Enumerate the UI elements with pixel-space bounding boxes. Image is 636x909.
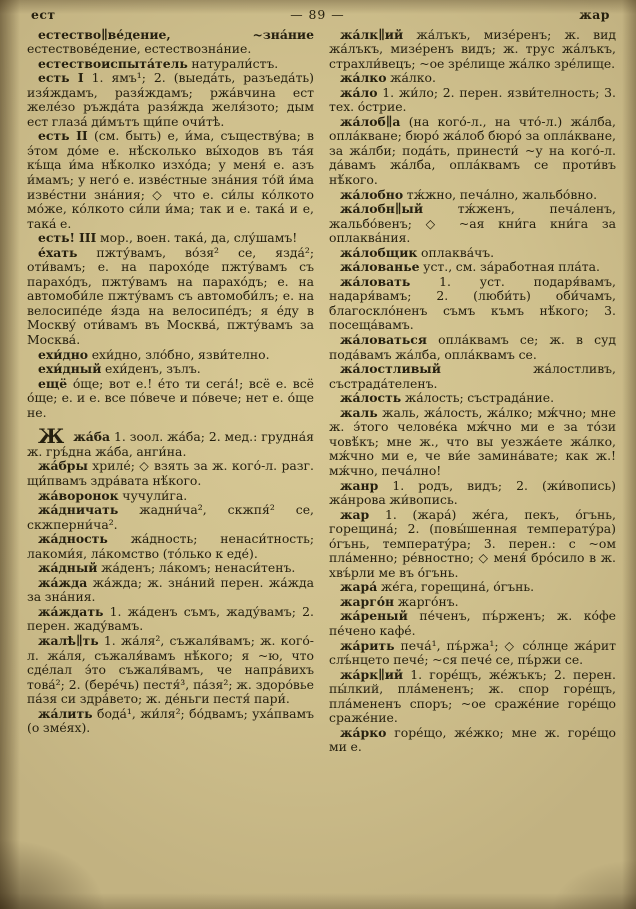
entry-body: 1. родъ, видъ; 2. (жи́вопись) жа́нрова жи́вопись. [329, 477, 616, 508]
headword: жа́лобн∥ый [340, 201, 424, 217]
headword: жа́ждать [38, 603, 104, 619]
entry-body: жа́денъ; ла́комъ; ненаси́тенъ. [97, 560, 296, 576]
headword: естество∥ве́дение, ~зна́ние [38, 26, 314, 42]
dictionary-entry [27, 634, 314, 707]
entry-body: мор., воен. така́, да, слу́шамъ! [96, 230, 298, 246]
headword: жа́жда [38, 574, 88, 590]
dictionary-entry [329, 71, 616, 86]
entry-body: 1. горе́щъ, же́жъкъ; 2. перен. пы́лкий, пла́мененъ; ж. спор горе́щъ, пла́мененъ споръ; ~ое сраже́ние горе́що сраже́ние. [329, 666, 616, 726]
entry-body: печа́¹, пъ́ржа¹; ◇ со́лнце жа́рит слъ́нцето пече́; ~ся пече́ се, пъ́ржи се. [329, 637, 616, 668]
dictionary-entry [329, 639, 616, 668]
headword: ехи́дно [38, 346, 89, 362]
entry-body: 1. зоол. жа́ба; 2. мед.: грудна́я ж. гръ́дна жа́ба, анги́на. [27, 429, 314, 459]
entry-body: 1. (жара́) же́га, пекъ, о́гънь, горещина́; 2. (повы́шенная температу́ра) о́гънь, температу́ра; 3. перен.: с ~ом пла́менно; ре́вностно; ◇ меня́ бро́сило в ж. хвъ́рли ме въ о́гънь. [329, 506, 616, 580]
dictionary-entry [329, 362, 616, 391]
entry-body: 1. уст. подаря́вамъ, надаря́вамъ; 2. (люби́ть) оби́чамъ, благоскло́ненъ съмъ къмъ нѣ́кого; 3. посеща́вамъ. [329, 273, 616, 333]
entry-body: жа́дность; ненаси́тность; лакоми́я, ла́комство (то́лько к еде́). [27, 531, 314, 561]
headword: жа́ба [73, 429, 111, 445]
dictionary-entry [27, 532, 314, 561]
headword: жарго́н [340, 593, 395, 609]
headword: жара́ [340, 579, 378, 595]
headword: есть I [38, 70, 84, 86]
headword: жаль [340, 404, 378, 420]
entry-body: (на кого́-л., на что́-л.) жа́лба, опла́кване; бюро́ жа́лоб бюро́ за опла́кване, за жа́лби; пода́ть, принести́ ~у на кого́-л. да́вамъ жа́лба, опла́квамъ се проти́въ нѣ́кого. [329, 113, 616, 188]
entry-body: тж́женъ, печа́ленъ, жальбо́венъ; ◇ ~ая кни́га кни́га за оплаква́ния. [329, 201, 616, 246]
headword: жа́лобно [340, 186, 404, 202]
entry-body: 1. жа́денъ съмъ, жаду́вамъ; 2. перен. жаду́вамъ. [27, 603, 314, 634]
section-letter: Ж [38, 424, 72, 449]
dictionary-entry [329, 333, 616, 362]
headword: есть II [38, 128, 88, 144]
dictionary-entry [329, 246, 616, 261]
headword: жа́лость [340, 390, 402, 406]
entry-body: оплаква́чъ. [417, 244, 495, 260]
dictionary-entry [27, 362, 314, 377]
headword: жа́дничать [38, 502, 119, 518]
headword: ещё [38, 375, 68, 391]
entry-body: горе́що, же́жко; мне ж. горе́що ми е. [329, 724, 616, 755]
entry-body: пжту́вамъ, во́зя² се, язда́²; оти́вамъ; е. на парохо́де пжту́вамъ съ парахо́дъ, пжту́вамъ на парахо́дъ; е. на автомоби́ле пжту́вамъ съ автомоби́лъ; е. на велосипе́де я́зда на велосипе́дъ; я е́ду в Москву́ оти́вамъ въ Москва́, пжту́вамъ за Москва́. [27, 244, 314, 348]
column-right [329, 28, 616, 755]
headword: жа́ловать [340, 273, 411, 289]
entry-body: уст., см. за́работная пла́та. [419, 259, 600, 275]
dictionary-entry [329, 595, 616, 610]
entry-body: опла́квамъ се; ж. в суд пода́вамъ жа́лба, опла́квамъ се. [329, 332, 616, 362]
dictionary-entry [329, 668, 616, 726]
headword: е́хать [38, 244, 78, 260]
dictionary-entry [27, 605, 314, 634]
page-header [27, 8, 616, 28]
entry-body: ехи́дно, зло́бно, язви́телно. [88, 346, 270, 362]
entry-body: жа́жда; ж. зна́ний перен. жа́жда за зна́ния. [27, 574, 314, 605]
dictionary-entry [329, 609, 616, 638]
dictionary-entry [329, 479, 616, 508]
entry-body: жа́лко. [386, 70, 436, 86]
dictionary-entry [27, 576, 314, 605]
headword: жа́рко [340, 724, 387, 740]
headword: жа́лко [340, 70, 387, 86]
entry-body: естествове́дение, естествозна́ние. [27, 41, 252, 57]
entry-body: жа́лъкъ, мизе́ренъ; ж. вид жа́лъкъ, мизе́ренъ видъ; ж. трус жа́лъкъ, страхли́вецъ; ~ое зре́лище жа́лко зре́лище. [329, 26, 616, 71]
page-number: — 89 — [290, 7, 345, 22]
dictionary-entry [27, 503, 314, 532]
dictionary-entry [329, 202, 616, 246]
headword: жа́воронок [38, 487, 119, 503]
entry-body: жа́лостливъ, състрада́теленъ. [329, 361, 616, 391]
dictionary-entry [329, 86, 616, 115]
headword: есть! III [38, 230, 97, 246]
dictionary-entry [329, 580, 616, 595]
headword: естествоиспыта́тель [38, 55, 188, 71]
headword: жа́дность [38, 531, 108, 547]
headword: жа́лованье [340, 259, 420, 275]
dictionary-entry [27, 459, 314, 488]
dictionary-entry [27, 377, 314, 421]
entry-body: жарго́нъ. [394, 593, 459, 609]
entry-body: 1. жа́ля², съжаля́вамъ; ж. кого́-л. жа́ля, съжаля́вамъ нѣ́кого; я ~ю, что сде́лал э́то съжаля́вамъ, че напра́вихъ това́²; 2. (бере́чь) пестя́³, па́зя²; ж. здоро́вье па́зя си здра́вето; ж. де́ньги пестя́ пари́. [27, 632, 314, 707]
entry-body: хриле́; ◇ взять за ж. кого́-л. разг. щи́пвамъ здра́вата нѣ́кого. [27, 458, 314, 488]
dictionary-entry [27, 129, 314, 231]
headword: жа́ловаться [340, 332, 427, 348]
dictionary-entry [27, 424, 314, 459]
entry-body: чучули́га. [118, 487, 188, 503]
dictionary-entry [27, 561, 314, 576]
header-keyword-left: ест [31, 7, 56, 22]
headword: жалѣ∥ть [38, 632, 99, 648]
dictionary-entry [27, 246, 314, 348]
dictionary-entry [329, 188, 616, 203]
dictionary-entry [329, 726, 616, 755]
dictionary-entry [27, 231, 314, 246]
dictionary-entry [27, 489, 314, 504]
entry-body: жадни́ча², скжпя́² се, скжперни́ча². [27, 502, 314, 532]
headword: жа́рить [340, 637, 395, 653]
entry-body: (см. быть) е, и́ма, съществу́ва; в э́том до́ме е. нѣ́сколько вы́ходов въ та́я къ́ща и́ма нѣ́колко изхо́да; у меня́ е. азъ и́мамъ; у него́ е. изве́стные зна́ния то́й и́ма изве́стни зна́ния; ◇ что е. си́лы ко́лкото мо́же, ко́лкото си́ли и́ма; так и е. така́ и е, така́ е. [27, 128, 315, 231]
entry-body: натурали́стъ. [187, 55, 279, 71]
headword: жа́бры [38, 458, 88, 474]
dictionary-entry [329, 115, 616, 188]
headword: жа́дный [38, 560, 98, 576]
headword: жар [340, 506, 370, 522]
dictionary-entry [27, 707, 314, 736]
headword: жа́ло [340, 84, 378, 100]
dictionary-entry [27, 57, 314, 72]
entry-body: 1. ямъ¹; 2. (выеда́ть, разъеда́ть) изя́ждамъ, разя́ждамъ; ржа́вчина ест желе́зо ръжда́та разя́жда желя́зото; дым ест глаза́ ди́мътъ щи́пе очи́тѣ. [27, 70, 314, 129]
column-left [27, 28, 314, 755]
dictionary-entry [329, 391, 616, 406]
headword: жа́лобщик [340, 244, 418, 260]
headword: ехи́дный [38, 361, 102, 377]
entry-body: 1. жи́ло; 2. перен. язви́телность; 3. тех. о́стрие. [329, 84, 616, 115]
entry-body: пе́ченъ, пъ́рженъ; ж. ко́фе пе́чено кафе́. [329, 608, 616, 638]
entry-body: же́га, горещина́, о́гънь. [377, 579, 535, 595]
headword: жанр [340, 477, 379, 493]
headword: жа́лк∥ий [340, 26, 404, 42]
entry-body: ехи́денъ, зълъ. [101, 361, 201, 377]
dictionary-columns [27, 28, 616, 755]
dictionary-entry [329, 508, 616, 581]
headword: жа́лостливый [340, 361, 441, 377]
entry-body: о́ще; вот е.! е́то ти сега́!; всё е. всё о́ще; е. и е. все по́вече и по́вече; нет е. о́ще не. [27, 375, 314, 420]
dictionary-entry [329, 28, 616, 72]
dictionary-entry [329, 275, 616, 333]
entry-body: тж́жно, печа́лно, жальбо́вно. [403, 186, 598, 202]
headword: жа́рк∥ий [340, 666, 404, 682]
dictionary-entry [329, 406, 616, 479]
dictionary-entry [27, 28, 314, 57]
dictionary-entry [329, 260, 616, 275]
headword: жа́лоб∥а [340, 113, 401, 129]
header-keyword-right: жар [579, 7, 610, 22]
dictionary-entry [27, 348, 314, 363]
headword: жа́лить [38, 705, 93, 721]
dictionary-entry [27, 71, 314, 129]
entry-body: жа́лость; състрада́ние. [401, 390, 555, 406]
entry-body: жаль, жа́лость, жа́лко; мж́чно; мне ж. э́того челове́ка мж́чно ми е за то́зи човѣ́къ; мне ж., что вы уезжа́ете жа́лко, мж́чно ми е, че ви́е замина́вате; как ж.! мж́чно, печа́лно! [329, 404, 616, 478]
headword: жа́реный [340, 608, 408, 624]
entry-body: бода́¹, жи́ля²; бо́двамъ; уха́пвамъ (о зме́ях). [27, 705, 314, 736]
